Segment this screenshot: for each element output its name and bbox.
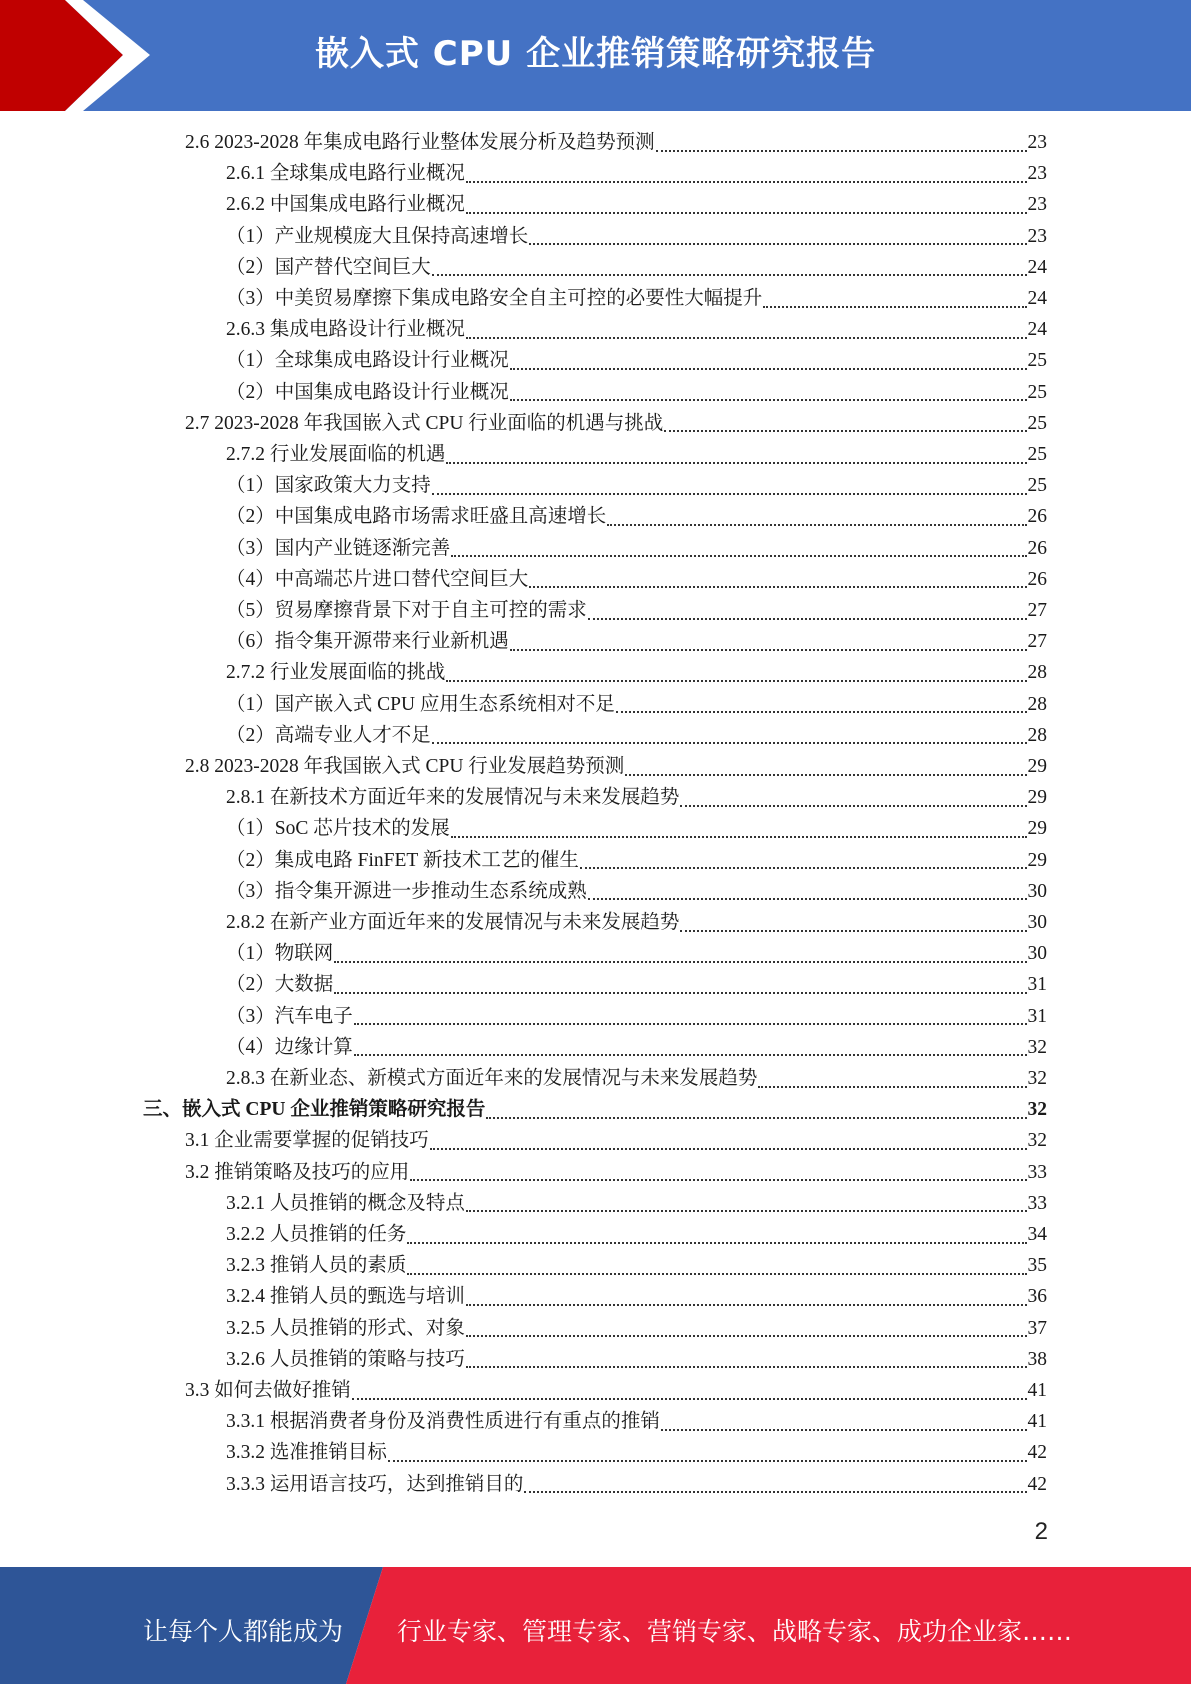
toc-entry-label: 2.6.2 中国集成电路行业概况 <box>226 194 465 216</box>
toc-entry-page: 23 <box>1027 225 1047 247</box>
toc-entry-label: 3.1 企业需要掌握的促销技巧 <box>185 1130 429 1152</box>
toc-dot-leader <box>430 1148 1027 1150</box>
toc-entry-page: 32 <box>1027 1068 1047 1089</box>
toc-entry-page: 38 <box>1027 1348 1047 1370</box>
toc-entry-label: （5）贸易摩擦背景下对于自主可控的需求 <box>226 600 587 621</box>
toc-entry-page: 27 <box>1027 600 1047 621</box>
toc-dot-leader <box>466 212 1027 214</box>
toc-dot-leader <box>588 898 1027 900</box>
toc-entry-page: 29 <box>1027 849 1047 871</box>
toc-dot-leader <box>432 493 1027 495</box>
toc-entry-label: 2.8.2 在新产业方面近年来的发展情况与未来发展趋势 <box>226 912 680 933</box>
toc-entry[interactable] <box>226 1063 1047 1094</box>
toc-entry-page: 32 <box>1027 1036 1047 1058</box>
toc-dot-leader <box>354 1054 1027 1056</box>
toc-entry-label: （1）物联网 <box>226 943 334 965</box>
toc-entry-label: （4）边缘计算 <box>226 1036 353 1058</box>
toc-entry[interactable] <box>185 1375 1047 1406</box>
toc-entry-page: 37 <box>1027 1317 1047 1339</box>
toc-entry-page: 30 <box>1027 912 1047 933</box>
toc-entry-label: （6）指令集开源带来行业新机遇 <box>226 631 509 653</box>
toc-entry[interactable] <box>226 907 1047 938</box>
toc-dot-leader <box>510 368 1027 370</box>
toc-dot-leader <box>446 680 1026 682</box>
toc-entry[interactable] <box>226 876 1047 907</box>
toc-entry[interactable] <box>143 1094 1047 1125</box>
toc-entry[interactable] <box>226 439 1047 470</box>
toc-entry-label: 2.6.3 集成电路设计行业概况 <box>226 319 465 341</box>
toc-dot-leader <box>354 1023 1027 1025</box>
toc-entry[interactable] <box>226 969 1047 1000</box>
toc-entry[interactable] <box>226 845 1047 876</box>
toc-entry-label: （2）高端专业人才不足 <box>226 724 431 746</box>
toc-entry-page: 25 <box>1027 475 1047 497</box>
toc-dot-leader <box>407 1242 1026 1244</box>
toc-entry[interactable] <box>226 1250 1047 1281</box>
toc-entry-label: （2）国产替代空间巨大 <box>226 256 431 278</box>
toc-entry[interactable] <box>226 1001 1047 1032</box>
toc-entry-page: 25 <box>1027 444 1047 465</box>
toc-entry-label: 3.3.1 根据消费者身份及消费性质进行有重点的推销 <box>226 1411 660 1433</box>
toc-entry[interactable] <box>226 1281 1047 1312</box>
toc-entry-page: 23 <box>1027 132 1047 153</box>
toc-entry[interactable] <box>226 595 1047 626</box>
toc-dot-leader <box>451 555 1026 557</box>
footer-slogan-left: 让每个人都能成为 <box>143 1617 344 1646</box>
toc-entry[interactable] <box>226 283 1047 314</box>
toc-entry-page: 41 <box>1027 1380 1047 1401</box>
toc-entry-page: 24 <box>1027 256 1047 278</box>
toc-entry-label: 3.2.1 人员推销的概念及特点 <box>226 1192 465 1214</box>
toc-entry-label: （3）中美贸易摩擦下集成电路安全自主可控的必要性大幅提升 <box>226 288 763 309</box>
toc-dot-leader <box>656 150 1027 152</box>
toc-entry[interactable] <box>185 408 1047 439</box>
toc-dot-leader <box>616 711 1027 713</box>
toc-entry[interactable] <box>226 1437 1047 1468</box>
toc-entry-page: 36 <box>1027 1286 1047 1308</box>
toc-entry[interactable] <box>185 127 1047 158</box>
toc-dot-leader <box>588 618 1027 620</box>
toc-dot-leader <box>524 1491 1026 1493</box>
toc-entry-label: 3.3 如何去做好推销 <box>185 1380 351 1401</box>
toc-entry-label: 2.8.3 在新业态、新模式方面近年来的发展情况与未来发展趋势 <box>226 1068 758 1089</box>
toc-entry-page: 33 <box>1027 1192 1047 1214</box>
toc-dot-leader <box>352 1398 1027 1400</box>
toc-entry-label: 3.3.2 选准推销目标 <box>226 1442 387 1464</box>
toc-entry-page: 42 <box>1027 1442 1047 1464</box>
toc-dot-leader <box>680 930 1026 932</box>
toc-entry[interactable] <box>185 1157 1047 1188</box>
toc-dot-leader <box>763 306 1026 308</box>
toc-entry-page: 26 <box>1027 537 1047 559</box>
toc-entry-page: 41 <box>1027 1411 1047 1433</box>
toc-entry-label: 3.2.2 人员推销的任务 <box>226 1224 407 1245</box>
toc-entry-page: 28 <box>1027 724 1047 746</box>
toc-entry[interactable] <box>226 813 1047 844</box>
toc-entry-page: 26 <box>1027 568 1047 590</box>
toc-entry-label: （2）中国集成电路市场需求旺盛且高速增长 <box>226 506 607 528</box>
toc-entry-label: 2.6 2023-2028 年集成电路行业整体发展分析及趋势预测 <box>185 132 655 153</box>
toc-entry-page: 34 <box>1027 1224 1047 1245</box>
toc-dot-leader <box>432 742 1027 744</box>
toc-entry[interactable] <box>226 345 1047 376</box>
toc-entry-page: 23 <box>1027 194 1047 216</box>
toc-entry[interactable] <box>226 1032 1047 1063</box>
toc-dot-leader <box>388 1460 1027 1462</box>
toc-entry-page: 31 <box>1027 974 1047 996</box>
toc-entry-page: 24 <box>1027 319 1047 341</box>
toc-dot-leader <box>466 337 1027 339</box>
toc-dot-leader <box>607 524 1026 526</box>
toc-dot-leader <box>758 1086 1026 1088</box>
toc-entry-page: 23 <box>1027 163 1047 185</box>
toc-entry-label: （1）SoC 芯片技术的发展 <box>226 818 450 840</box>
page-number: 2 <box>1034 1518 1048 1545</box>
toc-dot-leader <box>510 649 1027 651</box>
toc-entry[interactable] <box>226 782 1047 813</box>
page-footer <box>0 1567 1191 1684</box>
toc-entry[interactable] <box>226 626 1047 657</box>
toc-dot-leader <box>466 1304 1027 1306</box>
toc-entry[interactable] <box>226 1188 1047 1219</box>
toc-entry[interactable] <box>226 377 1047 408</box>
toc-entry-label: 3.2.4 推销人员的甄选与培训 <box>226 1286 465 1308</box>
toc-entry-page: 30 <box>1027 943 1047 965</box>
toc-entry-label: 3.2 推销策略及技巧的应用 <box>185 1161 410 1183</box>
toc-entry-page: 27 <box>1027 631 1047 653</box>
toc-entry-label: （3）指令集开源进一步推动生态系统成熟 <box>226 880 587 902</box>
toc-entry-label: （1）国家政策大力支持 <box>226 475 431 497</box>
toc-dot-leader <box>466 1210 1027 1212</box>
toc-entry[interactable] <box>226 1469 1047 1500</box>
toc-entry-label: （2）大数据 <box>226 974 334 996</box>
toc-entry-label: （2）集成电路 FinFET 新技术工艺的催生 <box>226 849 579 871</box>
toc-entry[interactable] <box>185 1125 1047 1156</box>
toc-entry-label: 3.2.5 人员推销的形式、对象 <box>226 1317 465 1339</box>
toc-entry-page: 29 <box>1027 756 1047 777</box>
toc-dot-leader <box>486 1117 1026 1119</box>
toc-dot-leader <box>466 1335 1027 1337</box>
toc-dot-leader <box>410 1179 1026 1181</box>
toc-dot-leader <box>664 430 1026 432</box>
toc-entry-label: （1）国产嵌入式 CPU 应用生态系统相对不足 <box>226 693 615 715</box>
toc-entry[interactable] <box>226 938 1047 969</box>
toc-entry-label: （4）中高端芯片进口替代空间巨大 <box>226 568 529 590</box>
toc-entry-page: 42 <box>1027 1473 1047 1495</box>
toc-entry-page: 25 <box>1027 350 1047 372</box>
toc-dot-leader <box>625 774 1026 776</box>
toc-dot-leader <box>446 462 1026 464</box>
toc-dot-leader <box>432 274 1027 276</box>
toc-entry-label: （3）汽车电子 <box>226 1005 353 1027</box>
toc-entry-page: 24 <box>1027 288 1047 309</box>
toc-dot-leader <box>680 805 1026 807</box>
toc-entry-page: 30 <box>1027 880 1047 902</box>
toc-entry[interactable] <box>226 314 1047 345</box>
toc-entry[interactable] <box>226 221 1047 252</box>
toc-entry[interactable] <box>226 252 1047 283</box>
toc-entry-page: 29 <box>1027 818 1047 840</box>
toc-entry-label: 3.2.3 推销人员的素质 <box>226 1255 407 1277</box>
toc-entry-label: 2.6.1 全球集成电路行业概况 <box>226 163 465 185</box>
toc-entry[interactable] <box>226 470 1047 501</box>
toc-entry-page: 33 <box>1027 1161 1047 1183</box>
toc-entry[interactable] <box>226 1406 1047 1437</box>
toc-entry[interactable] <box>226 564 1047 595</box>
toc-entry-label: 3.3.3 运用语言技巧，达到推销目的 <box>226 1473 524 1495</box>
toc-entry[interactable] <box>226 189 1047 220</box>
toc-entry[interactable] <box>226 720 1047 751</box>
toc-entry[interactable] <box>226 1219 1047 1250</box>
toc-entry-page: 32 <box>1027 1130 1047 1152</box>
toc-dot-leader <box>407 1273 1026 1275</box>
toc-entry[interactable] <box>226 689 1047 720</box>
toc-entry-label: （2）中国集成电路设计行业概况 <box>226 381 509 403</box>
toc-entry-page: 28 <box>1027 662 1047 684</box>
toc-entry[interactable] <box>226 657 1047 688</box>
toc-entry-label: （1）产业规模庞大且保持高速增长 <box>226 225 529 247</box>
footer-slogan-right: 行业专家、管理专家、营销专家、战略专家、成功企业家…… <box>397 1617 1073 1646</box>
toc-entry[interactable] <box>226 1313 1047 1344</box>
toc-entry-label: 2.7.2 行业发展面临的机遇 <box>226 444 446 465</box>
toc-entry-label: （3）国内产业链逐渐完善 <box>226 537 451 559</box>
toc-dot-leader <box>580 867 1027 869</box>
toc-entry-page: 28 <box>1027 693 1047 715</box>
toc-entry[interactable] <box>226 158 1047 189</box>
header-title: 嵌入式 CPU 企业推销策略研究报告 <box>314 34 877 74</box>
toc-entry-page: 25 <box>1027 381 1047 403</box>
toc-dot-leader <box>529 243 1026 245</box>
toc-entry-page: 26 <box>1027 506 1047 528</box>
toc-dot-leader <box>510 399 1027 401</box>
toc-entry[interactable] <box>185 751 1047 782</box>
toc-dot-leader <box>451 836 1027 838</box>
toc-entry-label: 三、嵌入式 CPU 企业推销策略研究报告 <box>143 1099 486 1121</box>
toc-entry-page: 35 <box>1027 1255 1047 1277</box>
toc-entry[interactable] <box>226 1344 1047 1375</box>
toc-entry-label: 2.8 2023-2028 年我国嵌入式 CPU 行业发展趋势预测 <box>185 756 625 777</box>
toc-entry-label: （1）全球集成电路设计行业概况 <box>226 350 509 372</box>
toc-dot-leader <box>661 1429 1027 1431</box>
toc-dot-leader <box>466 181 1027 183</box>
toc-dot-leader <box>334 961 1026 963</box>
toc-entry-page: 32 <box>1027 1099 1047 1121</box>
page-header <box>0 0 1191 111</box>
toc-entry-label: 2.7 2023-2028 年我国嵌入式 CPU 行业面临的机遇与挑战 <box>185 412 664 434</box>
toc-entry-page: 29 <box>1027 787 1047 809</box>
toc-dot-leader <box>466 1366 1027 1368</box>
toc-dot-leader <box>334 992 1026 994</box>
toc-entry-label: 3.2.6 人员推销的策略与技巧 <box>226 1348 465 1370</box>
toc-entry-label: 2.8.1 在新技术方面近年来的发展情况与未来发展趋势 <box>226 787 680 809</box>
toc-entry[interactable] <box>226 533 1047 564</box>
toc-entry-page: 31 <box>1027 1005 1047 1027</box>
toc-dot-leader <box>529 586 1026 588</box>
toc-entry-page: 25 <box>1027 412 1047 434</box>
toc-entry[interactable] <box>226 501 1047 532</box>
toc-entry-label: 2.7.2 行业发展面临的挑战 <box>226 662 446 684</box>
